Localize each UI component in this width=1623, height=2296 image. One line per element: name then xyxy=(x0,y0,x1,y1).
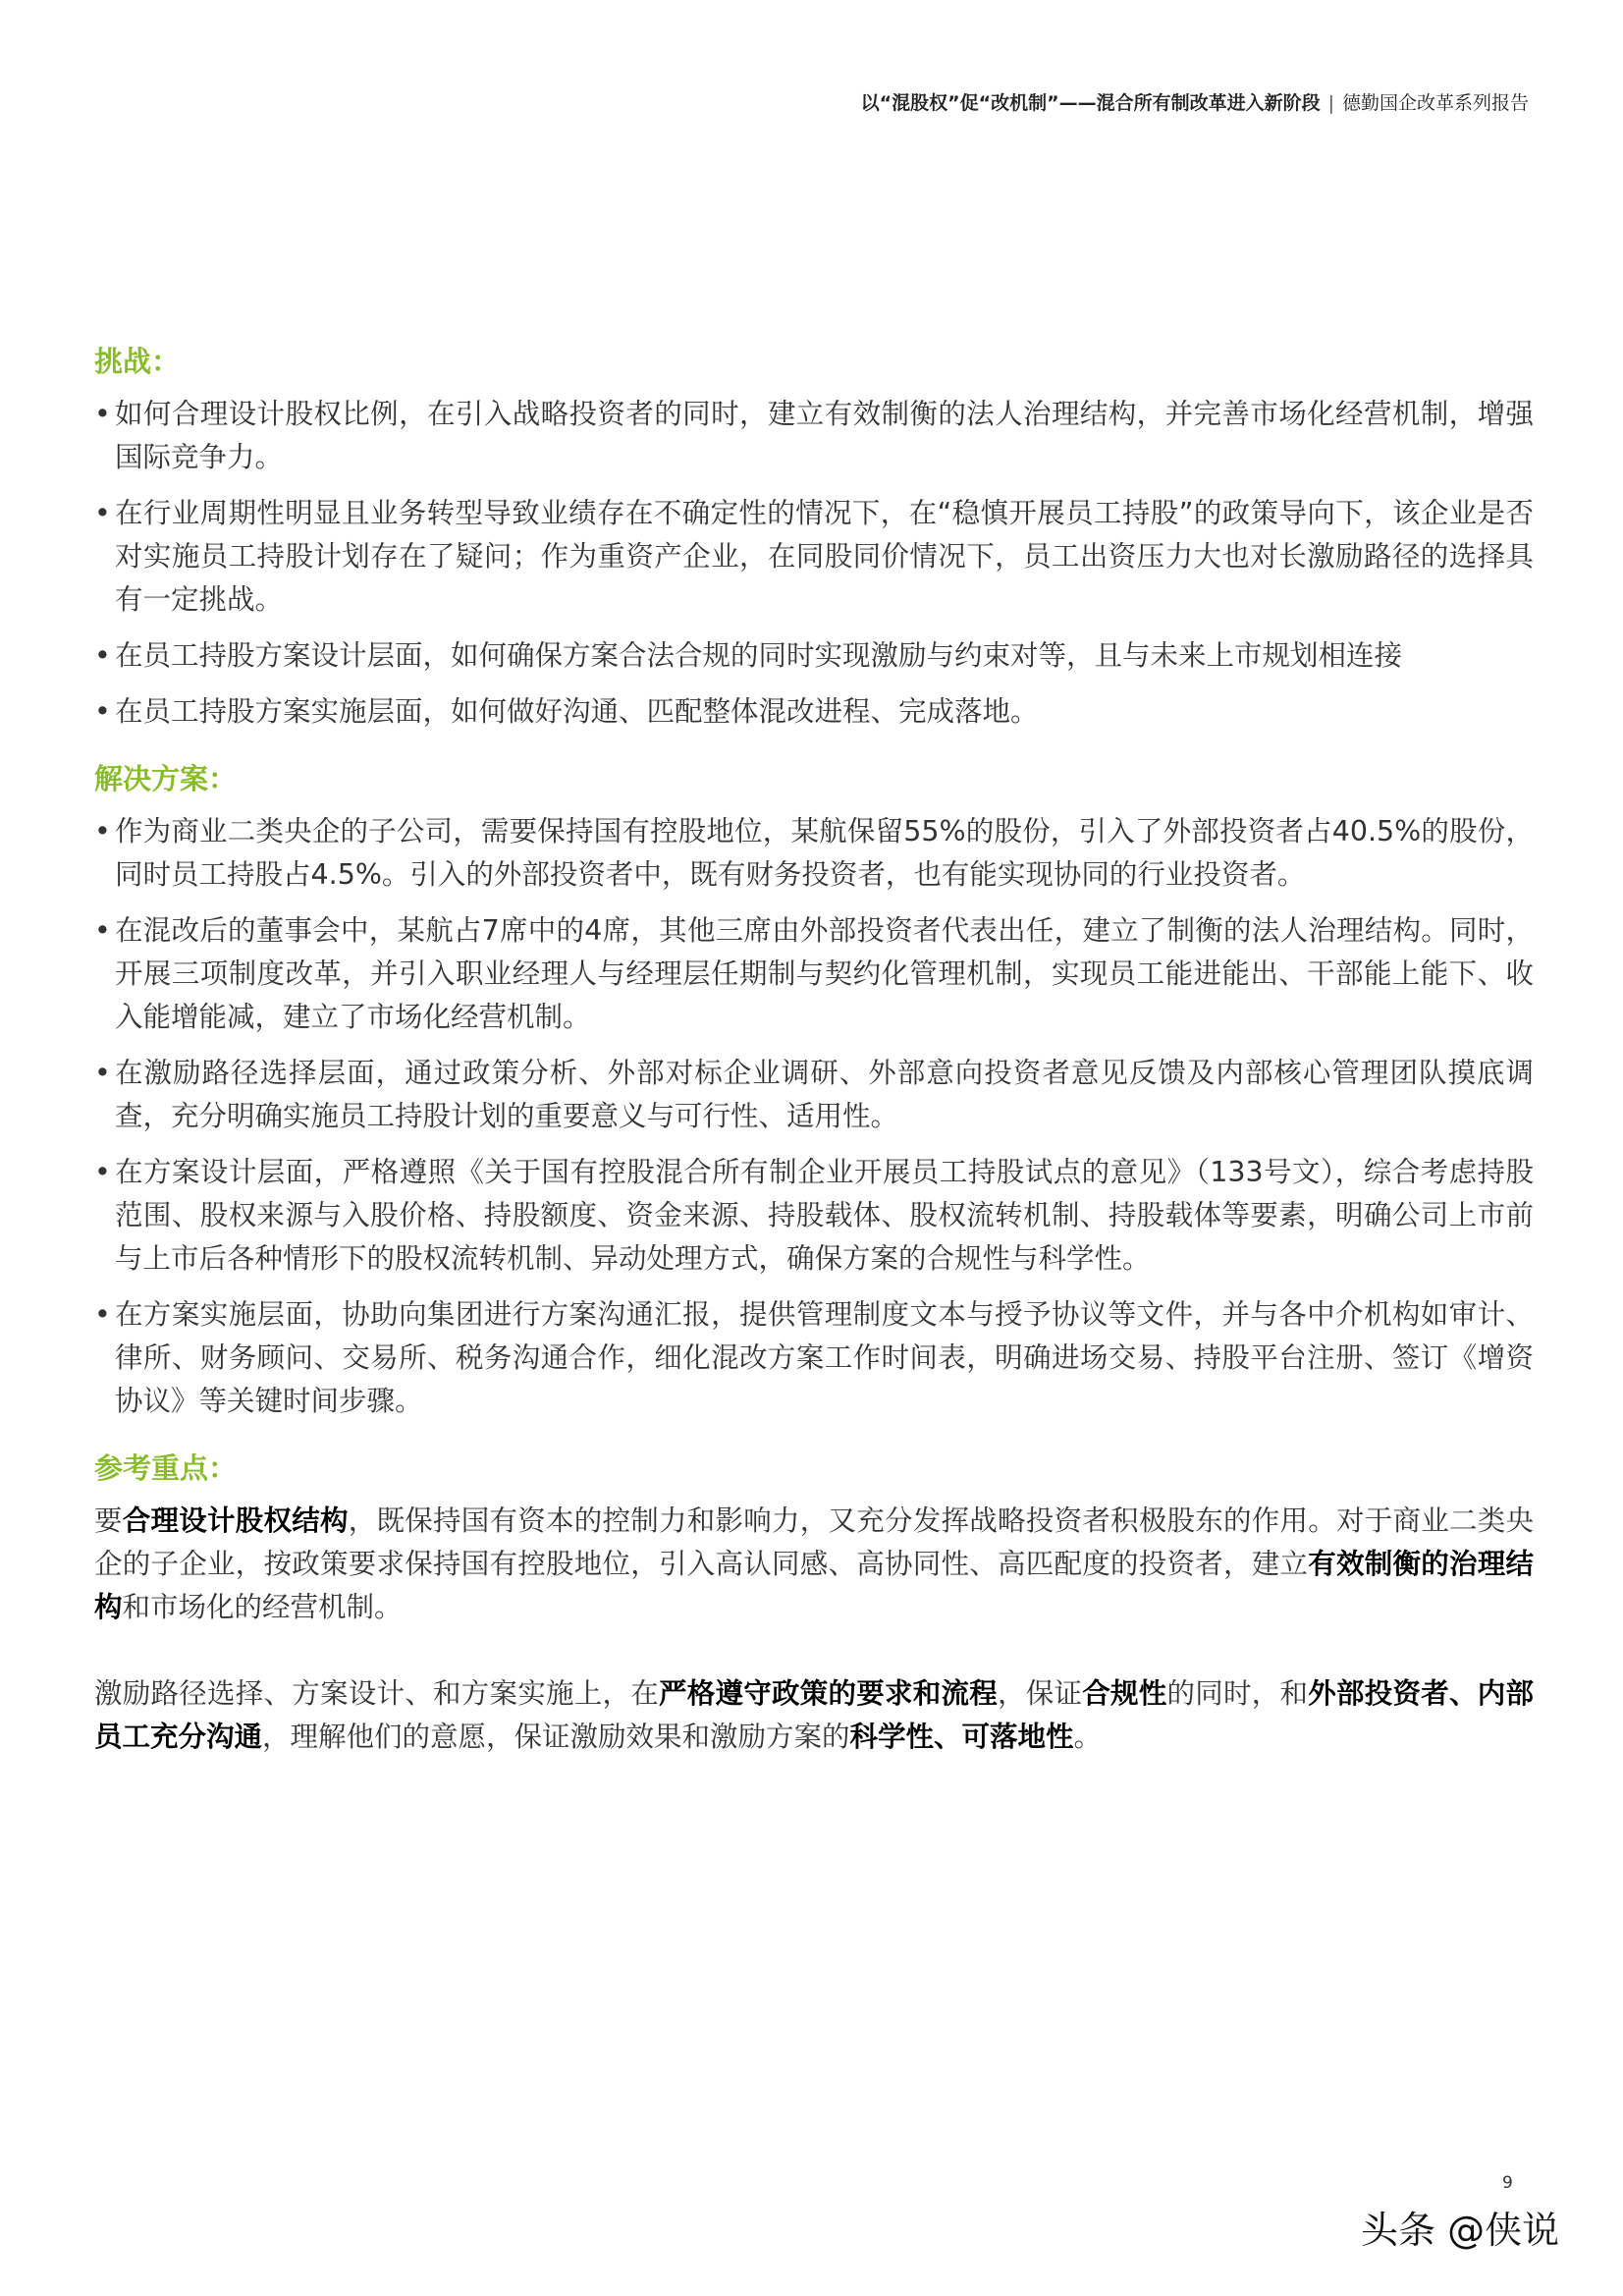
para-emphasis: 合理设计股权结构 xyxy=(122,1504,349,1537)
key-points-paragraph-1 xyxy=(94,1500,1534,1629)
main-content xyxy=(94,342,1534,1802)
para-emphasis: 科学性、可落地性 xyxy=(849,1721,1074,1753)
solutions-section xyxy=(94,759,1534,1423)
list-item: • 作为商业二类央企的子公司，需要保持国有控股地位，某航保留55%的股份，引入了外部投资者占40.5%的股份，同时员工持股占4.5%。引入的外部投资者中，既有财务投资者，也有能实现协同的行业投资者。 xyxy=(94,810,1534,897)
challenges-list xyxy=(94,393,1534,734)
watermark: 头条 @侠说 xyxy=(1361,2209,1560,2252)
list-item: • 在方案设计层面，严格遵照《关于国有控股混合所有制企业开展员工持股试点的意见》（133号文），综合考虑持股范围、股权来源与入股价格、持股额度、资金来源、持股载体、股权流转机制、持股载体等要素，明确公司上市前与上市后各种情形下的股权流转机制、异动处理方式，确保方案的合规性与科学性。 xyxy=(94,1151,1534,1281)
para-emphasis: 外部投资者、内部员工充分沟通 xyxy=(94,1677,1534,1753)
challenges-title: 挑战： xyxy=(94,345,181,378)
list-item: • 在员工持股方案设计层面，如何确保方案合法合规的同时实现激励与约束对等，且与未来上市规划相连接 xyxy=(94,634,1534,678)
para-text: 要 xyxy=(94,1504,123,1537)
solutions-title: 解决方案： xyxy=(94,762,238,795)
list-item: • 在方案实施层面，协助向集团进行方案沟通汇报，提供管理制度文本与授予协议等文件，并与各中介机构如审计、律所、财务顾问、交易所、税务沟通合作，细化混改方案工作时间表，明确进场交易、持股平台注册、签订《增资协议》等关键时间步骤。 xyxy=(94,1293,1534,1423)
solutions-list xyxy=(94,810,1534,1423)
para-text: 激励路径选择、方案设计、和方案实施上，在 xyxy=(94,1677,659,1710)
challenges-section xyxy=(94,342,1534,734)
header-title: 以“混股权”促“改机制”——混合所有制改革进入新阶段 xyxy=(860,92,1321,114)
list-item: • 在员工持股方案实施层面，如何做好沟通、匹配整体混改进程、完成落地。 xyxy=(94,690,1534,734)
para-text: ，既保持国有资本的控制力和影响力，又充分发挥战略投资者积极股东的作用。对于商业二类央企的子企业，按政策要求保持国有控股地位，引入高认同感、高协同性、高匹配度的投资者，建立 xyxy=(94,1504,1534,1580)
para-emphasis: 合规性 xyxy=(1082,1677,1167,1710)
header-separator: | xyxy=(1327,92,1334,114)
list-item: • 在激励路径选择层面，通过政策分析、外部对标企业调研、外部意向投资者意见反馈及内部核心管理团队摸底调查，充分明确实施员工持股计划的重要意义与可行性、适用性。 xyxy=(94,1052,1534,1138)
para-emphasis: 严格遵守政策的要求和流程 xyxy=(658,1677,998,1710)
list-item: • 在混改后的董事会中，某航占7席中的4席，其他三席由外部投资者代表出任，建立了制衡的法人治理结构。同时，开展三项制度改革，并引入职业经理人与经理层任期制与契约化管理机制，实现员工能进能出、干部能上能下、收入能增能减，建立了市场化经营机制。 xyxy=(94,909,1534,1039)
key-points-paragraph-2 xyxy=(94,1672,1534,1759)
key-points-section xyxy=(94,1449,1534,1759)
para-text: 。 xyxy=(1073,1721,1103,1753)
para-emphasis: 有效制衡的治理结构 xyxy=(94,1548,1534,1623)
page-number: 9 xyxy=(1502,2173,1513,2193)
para-text: 和市场化的经营机制。 xyxy=(122,1591,403,1623)
header-series: 德勤国企改革系列报告 xyxy=(1341,92,1529,114)
page-header xyxy=(861,88,1529,115)
list-item: • 在行业周期性明显且业务转型导致业绩存在不确定性的情况下，在“稳慎开展员工持股”的政策导向下，该企业是否对实施员工持股计划存在了疑问；作为重资产企业，在同股同价情况下，员工出资压力大也对长激励路径的选择具有一定挑战。 xyxy=(94,492,1534,622)
para-text: ，保证 xyxy=(997,1677,1083,1710)
key-points-title: 参考重点： xyxy=(94,1451,238,1485)
list-item: • 如何合理设计股权比例，在引入战略投资者的同时，建立有效制衡的法人治理结构，并完善市场化经营机制，增强国际竞争力。 xyxy=(94,393,1534,479)
para-text: 的同时，和 xyxy=(1166,1677,1309,1710)
para-text: ，理解他们的意愿，保证激励效果和激励方案的 xyxy=(262,1721,850,1753)
